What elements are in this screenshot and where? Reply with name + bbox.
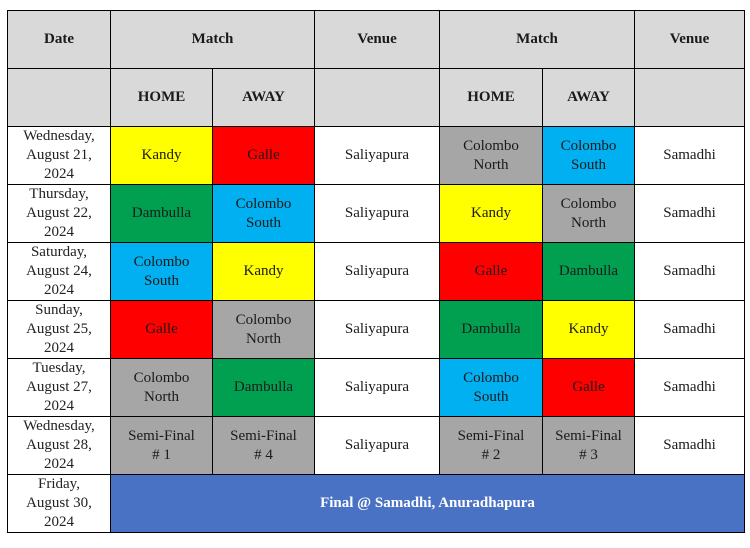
- date-cell: [8, 185, 111, 243]
- match2-home-cell: [440, 243, 543, 301]
- header-row-top: [8, 11, 745, 69]
- match1-away-cell: [213, 359, 315, 417]
- header-date: Date: [8, 11, 111, 69]
- header-home-2: HOME: [440, 69, 543, 127]
- venue2-cell: [635, 185, 745, 243]
- venue1-cell: [315, 417, 440, 475]
- match2-away-cell-text: Colombo South: [560, 137, 617, 173]
- date-cell: [8, 243, 111, 301]
- venue1-cell-text: Saliyapura: [344, 437, 410, 453]
- venue1-cell-text: Saliyapura: [344, 263, 410, 279]
- venue1-cell: [315, 243, 440, 301]
- schedule-row: [8, 301, 745, 359]
- match2-home-cell-text: Kandy: [471, 205, 511, 221]
- match2-home-cell-text: Colombo North: [463, 137, 519, 173]
- match2-home-cell-text: Galle: [474, 263, 508, 279]
- venue1-cell: [315, 301, 440, 359]
- match2-away-cell-text: Kandy: [568, 321, 609, 337]
- header-venue-1: Venue: [315, 11, 440, 69]
- match2-home-cell: [440, 301, 543, 359]
- venue2-cell: [635, 127, 745, 185]
- date-cell-text: Thursday, August 22, 2024: [26, 186, 92, 240]
- match1-home-cell-text: Galle: [145, 321, 178, 337]
- match2-away-cell-text: Galle: [572, 379, 605, 395]
- match1-away-cell-text: Semi-Final # 4: [230, 427, 297, 463]
- match1-home-cell-text: Colombo South: [133, 253, 190, 289]
- venue2-cell-text: Samadhi: [663, 263, 716, 279]
- match2-away-cell: [543, 185, 635, 243]
- match2-home-cell-text: Colombo South: [463, 369, 519, 405]
- schedule-row: [8, 243, 745, 301]
- venue2-cell: [635, 243, 745, 301]
- match1-home-cell: [111, 185, 213, 243]
- match2-away-cell: [543, 243, 635, 301]
- match1-away-cell-text: Galle: [247, 147, 280, 163]
- header-away-1: AWAY: [213, 69, 315, 127]
- match1-away-cell: [213, 417, 315, 475]
- header-venue-2: Venue: [635, 11, 745, 69]
- match1-home-cell-text: Colombo North: [133, 369, 190, 405]
- match1-home-cell: [111, 243, 213, 301]
- match2-home-cell: [440, 417, 543, 475]
- venue2-cell: [635, 417, 745, 475]
- match1-home-cell-text: Dambulla: [131, 205, 192, 221]
- match1-home-cell: [111, 359, 213, 417]
- venue2-cell: [635, 359, 745, 417]
- venue2-cell-text: Samadhi: [663, 321, 716, 337]
- header-home-1: HOME: [111, 69, 213, 127]
- match1-away-cell: [213, 127, 315, 185]
- match1-away-cell-text: Colombo South: [235, 195, 292, 231]
- match1-home-cell-text: Kandy: [141, 147, 182, 163]
- date-cell-text: Sunday, August 25, 2024: [26, 302, 92, 356]
- date-cell: [8, 417, 111, 475]
- header-away-2: AWAY: [543, 69, 635, 127]
- final-date-text: Friday, August 30, 2024: [26, 476, 92, 530]
- match1-home-cell: [111, 301, 213, 359]
- final-banner: Final @ Samadhi, Anuradhapura: [111, 475, 745, 533]
- venue2-cell-text: Samadhi: [663, 147, 716, 163]
- venue1-cell-text: Saliyapura: [344, 321, 410, 337]
- venue2-cell-text: Samadhi: [663, 437, 716, 453]
- venue1-cell: [315, 127, 440, 185]
- match2-away-cell: [543, 359, 635, 417]
- schedule-table: [7, 10, 745, 533]
- date-cell: [8, 127, 111, 185]
- venue1-cell-text: Saliyapura: [344, 147, 410, 163]
- schedule-row: [8, 359, 745, 417]
- match2-away-cell-text: Colombo North: [560, 195, 617, 231]
- venue2-cell: [635, 301, 745, 359]
- match1-away-cell-text: Colombo North: [235, 311, 292, 347]
- final-row: [8, 475, 745, 533]
- match1-away-cell: [213, 301, 315, 359]
- match1-away-cell: [213, 243, 315, 301]
- match2-home-cell-text: Semi-Final # 2: [457, 427, 525, 463]
- match2-home-cell: [440, 185, 543, 243]
- header-blank-venue-2: [635, 69, 745, 127]
- header-match-2: Match: [440, 11, 635, 69]
- header-blank-venue-1: [315, 69, 440, 127]
- header-row-sub: [8, 69, 745, 127]
- date-cell-text: Tuesday, August 27, 2024: [26, 360, 92, 414]
- date-cell-text: Wednesday, August 21, 2024: [23, 128, 95, 182]
- match2-away-cell: [543, 127, 635, 185]
- schedule-row: [8, 417, 745, 475]
- venue1-cell-text: Saliyapura: [344, 379, 410, 395]
- date-cell-text: Saturday, August 24, 2024: [26, 244, 92, 298]
- date-cell: [8, 301, 111, 359]
- match1-away-cell-text: Kandy: [243, 263, 284, 279]
- venue1-cell-text: Saliyapura: [344, 205, 410, 221]
- match1-away-cell: [213, 185, 315, 243]
- match2-away-cell-text: Semi-Final # 3: [555, 427, 622, 463]
- schedule-row: [8, 127, 745, 185]
- match2-away-cell: [543, 301, 635, 359]
- match2-home-cell: [440, 359, 543, 417]
- header-match-1: Match: [111, 11, 315, 69]
- match1-home-cell: [111, 127, 213, 185]
- venue2-cell-text: Samadhi: [663, 205, 716, 221]
- venue1-cell: [315, 359, 440, 417]
- schedule-row: [8, 185, 745, 243]
- match1-home-cell: [111, 417, 213, 475]
- date-cell-text: Wednesday, August 28, 2024: [23, 418, 95, 472]
- match2-home-cell: [440, 127, 543, 185]
- match2-away-cell: [543, 417, 635, 475]
- final-date-cell: [8, 475, 111, 533]
- venue2-cell-text: Samadhi: [663, 379, 716, 395]
- date-cell: [8, 359, 111, 417]
- header-blank-date: [8, 69, 111, 127]
- match2-away-cell-text: Dambulla: [558, 263, 619, 279]
- match1-home-cell-text: Semi-Final # 1: [128, 427, 195, 463]
- match1-away-cell-text: Dambulla: [233, 379, 294, 395]
- match2-home-cell-text: Dambulla: [461, 321, 521, 337]
- venue1-cell: [315, 185, 440, 243]
